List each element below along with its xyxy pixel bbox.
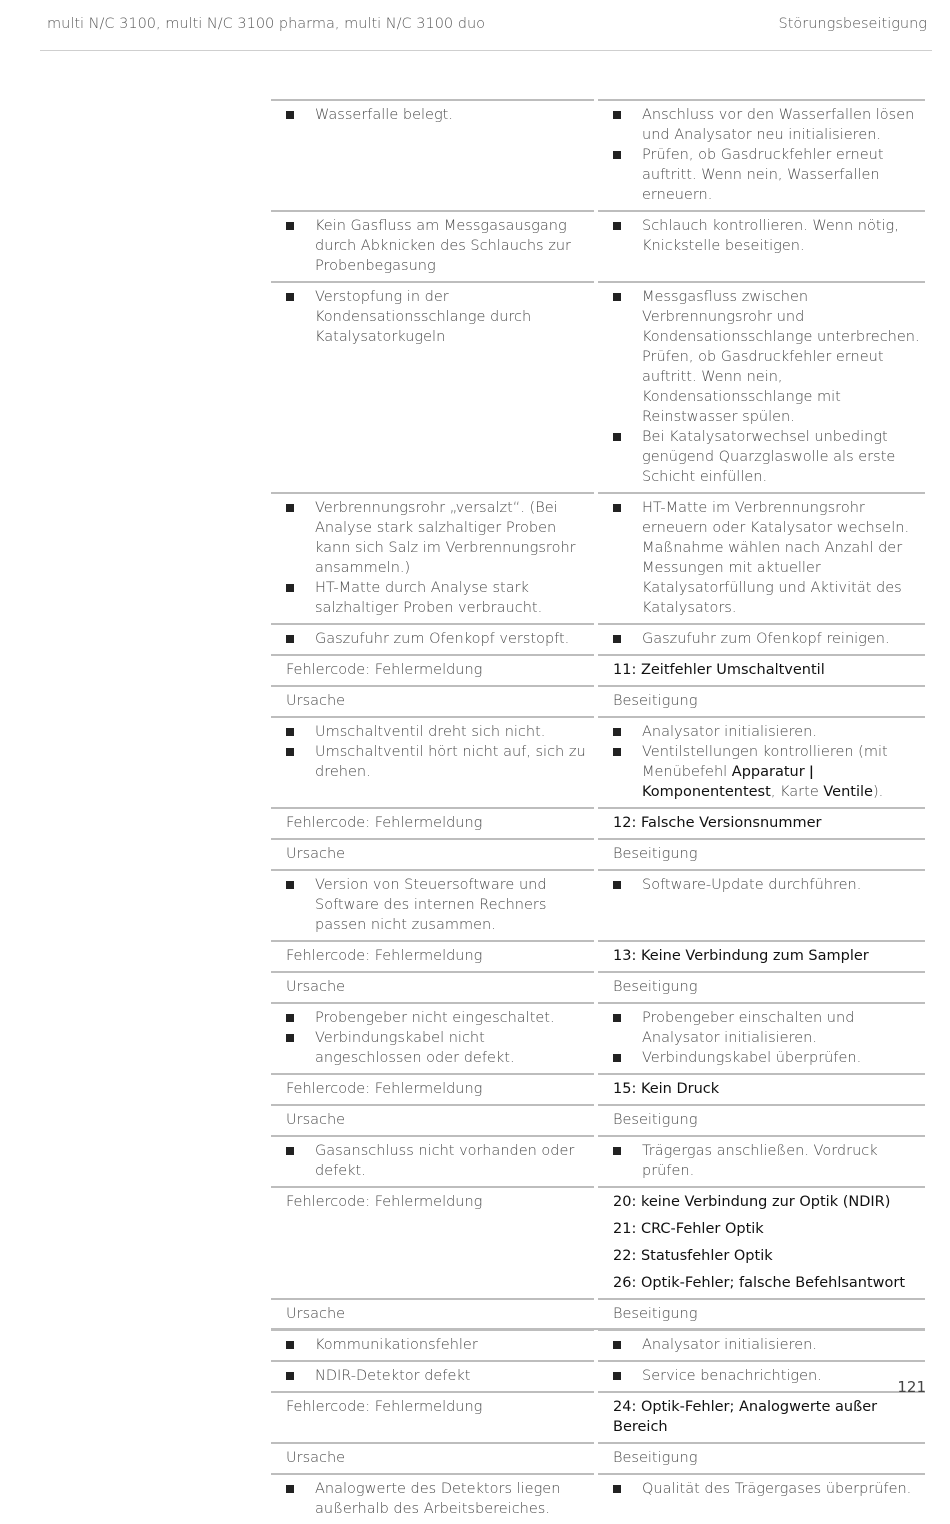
remedy-item: Gaszufuhr zum Ofenkopf reinigen.	[613, 629, 925, 649]
error-code-message: 21: CRC-Fehler Optik	[613, 1221, 764, 1237]
cause-item: Probengeber nicht eingeschaltet.	[286, 1008, 594, 1028]
page-number: 121	[897, 1378, 926, 1396]
cause-cell	[271, 281, 594, 492]
cause-cell	[271, 210, 594, 281]
cause-item: Umschaltventil hört nicht auf, sich zu drehen.	[286, 742, 594, 782]
error-code-cell	[598, 807, 925, 838]
error-code-cell	[598, 1391, 925, 1442]
error-code-message: 20: keine Verbindung zur Optik (NDIR)	[613, 1194, 891, 1210]
error-code-cell	[598, 1073, 925, 1104]
remedy-list	[613, 1366, 925, 1386]
error-code-message: 13: Keine Verbindung zum Sampler	[613, 948, 869, 964]
error-code-message: 26: Optik-Fehler; falsche Befehlsantwort	[613, 1275, 906, 1291]
cause-heading: Ursache	[271, 685, 594, 716]
remedy-text: , Karte	[770, 784, 824, 800]
cause-list	[286, 105, 594, 125]
tab-name: Ventile	[823, 784, 873, 800]
cause-list	[286, 629, 594, 649]
remedy-cell	[598, 869, 925, 940]
remedy-item: Software-Update durchführen.	[613, 875, 925, 895]
remedy-item: Anschluss vor den Wasserfallen lösen und Analysator neu initialisieren.	[613, 105, 925, 145]
cause-list	[286, 1479, 594, 1519]
remedy-heading: Beseitigung	[598, 838, 925, 869]
cause-item: Version von Steuersoftware und Software des internen Rechners passen nicht zusammen.	[286, 875, 594, 935]
remedy-item: Analysator initialisieren.	[613, 722, 925, 742]
cause-cell	[271, 1329, 594, 1360]
remedy-list	[613, 1008, 925, 1068]
remedy-item: Messgasfluss zwischen Verbrennungsrohr und Kondensationsschlange unterbrechen. Prüfen, ob Gasdruckfehler erneut auftritt. Wenn nein, Kondensationsschlange mit Reinstwasser spülen.	[613, 287, 925, 427]
cause-list	[286, 875, 594, 935]
cause-cell	[271, 1360, 594, 1391]
cause-cell	[271, 869, 594, 940]
remedy-item: Analysator initialisieren.	[613, 1335, 925, 1355]
header-section: Störungsbeseitigung	[778, 16, 927, 32]
remedy-item: Trägergas anschließen. Vordruck prüfen.	[613, 1141, 925, 1181]
error-code-label: Fehlercode: Fehlermeldung	[271, 1186, 594, 1298]
cause-heading: Ursache	[271, 971, 594, 1002]
error-code-label: Fehlercode: Fehlermeldung	[271, 1391, 594, 1442]
cause-list	[286, 287, 594, 347]
error-code-message: 22: Statusfehler Optik	[613, 1248, 773, 1264]
remedy-list	[613, 875, 925, 895]
error-code-label: Fehlercode: Fehlermeldung	[271, 940, 594, 971]
cause-list	[286, 722, 594, 782]
cause-cell	[271, 1135, 594, 1186]
error-code-label: Fehlercode: Fehlermeldung	[271, 807, 594, 838]
menu-command: Apparatur ǀ Komponententest	[642, 764, 814, 800]
cause-list	[286, 498, 594, 618]
remedy-item: Probengeber einschalten und Analysator initialisieren.	[613, 1008, 925, 1048]
remedy-cell	[598, 1473, 925, 1524]
remedy-cell	[598, 1135, 925, 1186]
cause-item: Verbindungskabel nicht angeschlossen oder defekt.	[286, 1028, 594, 1068]
remedy-cell	[598, 1002, 925, 1073]
error-code-label: Fehlercode: Fehlermeldung	[271, 1073, 594, 1104]
remedy-list	[613, 1335, 925, 1355]
error-code-message: 11: Zeitfehler Umschaltventil	[613, 662, 825, 678]
remedy-item: Verbindungskabel überprüfen.	[613, 1048, 925, 1068]
cause-list	[286, 1141, 594, 1181]
remedy-heading: Beseitigung	[598, 1442, 925, 1473]
remedy-item: Qualität des Trägergases überprüfen.	[613, 1479, 925, 1499]
remedy-item: Bei Katalysatorwechsel unbedingt genügend Quarzglaswolle als erste Schicht einfüllen.	[613, 427, 925, 487]
remedy-heading: Beseitigung	[598, 971, 925, 1002]
cause-item: Gaszufuhr zum Ofenkopf verstopft.	[286, 629, 594, 649]
remedy-cell	[598, 716, 925, 807]
cause-heading: Ursache	[271, 1104, 594, 1135]
cause-cell	[271, 1473, 594, 1524]
remedy-list	[613, 629, 925, 649]
cause-cell	[271, 1002, 594, 1073]
remedy-cell	[598, 281, 925, 492]
cause-item: Verstopfung in der Kondensationsschlange durch Katalysatorkugeln	[286, 287, 594, 347]
remedy-list	[613, 722, 925, 802]
remedy-cell	[598, 210, 925, 281]
remedy-list	[613, 216, 925, 256]
remedy-item: Service benachrichtigen.	[613, 1366, 925, 1386]
cause-item: NDIR-Detektor defekt	[286, 1366, 594, 1386]
remedy-item: Schlauch kontrollieren. Wenn nötig, Knickstelle beseitigen.	[613, 216, 925, 256]
error-code-message: 24: Optik-Fehler; Analogwerte außer Bereich	[613, 1399, 878, 1435]
troubleshooting-table	[271, 99, 925, 1524]
remedy-cell	[598, 99, 925, 210]
remedy-item	[613, 742, 925, 802]
table-end-rule	[271, 1328, 925, 1330]
remedy-item: HT-Matte im Verbrennungsrohr erneuern oder Katalysator wechseln. Maßnahme wählen nach Anzahl der Messungen mit aktueller Katalysatorfüllung und Aktivität des Katalysators.	[613, 498, 925, 618]
cause-heading: Ursache	[271, 1442, 594, 1473]
cause-item: Verbrennungsrohr „versalzt“. (Bei Analyse stark salzhaltiger Proben kann sich Salz im Verbrennungsrohr ansammeln.)	[286, 498, 594, 578]
page-header	[40, 0, 932, 51]
remedy-heading: Beseitigung	[598, 685, 925, 716]
cause-item: Analogwerte des Detektors liegen außerhalb des Arbeitsbereiches.	[286, 1479, 594, 1519]
cause-cell	[271, 716, 594, 807]
error-code-message: 12: Falsche Versionsnummer	[613, 815, 822, 831]
remedy-text: ).	[872, 784, 884, 800]
remedy-list	[613, 1141, 925, 1181]
cause-list	[286, 216, 594, 276]
cause-item: HT-Matte durch Analyse stark salzhaltiger Proben verbraucht.	[286, 578, 594, 618]
cause-item: Gasanschluss nicht vorhanden oder defekt.	[286, 1141, 594, 1181]
cause-item: Kein Gasfluss am Messgasausgang durch Abknicken des Schlauchs zur Probenbegasung	[286, 216, 594, 276]
remedy-list	[613, 105, 925, 205]
remedy-item: Prüfen, ob Gasdruckfehler erneut auftritt. Wenn nein, Wasserfallen erneuern.	[613, 145, 925, 205]
error-code-cell	[598, 654, 925, 685]
remedy-cell	[598, 623, 925, 654]
error-code-label: Fehlercode: Fehlermeldung	[271, 654, 594, 685]
cause-cell	[271, 99, 594, 210]
remedy-heading: Beseitigung	[598, 1104, 925, 1135]
error-code-cell	[598, 940, 925, 971]
remedy-list	[613, 1479, 925, 1499]
remedy-list	[613, 498, 925, 618]
cause-item: Umschaltventil dreht sich nicht.	[286, 722, 594, 742]
cause-heading: Ursache	[271, 1298, 594, 1329]
cause-cell	[271, 492, 594, 623]
cause-list	[286, 1335, 594, 1355]
header-title: multi N/C 3100, multi N/C 3100 pharma, multi N/C 3100 duo	[47, 16, 486, 32]
remedy-heading: Beseitigung	[598, 1298, 925, 1329]
cause-item: Wasserfalle belegt.	[286, 105, 594, 125]
remedy-cell	[598, 1360, 925, 1391]
cause-item: Kommunikationsfehler	[286, 1335, 594, 1355]
remedy-cell	[598, 492, 925, 623]
cause-cell	[271, 623, 594, 654]
remedy-cell	[598, 1329, 925, 1360]
remedy-text: Ventilstellungen kontrollieren (mit Menübefehl	[642, 744, 888, 780]
error-code-message: 15: Kein Druck	[613, 1081, 720, 1097]
cause-list	[286, 1008, 594, 1068]
error-code-cell	[598, 1186, 925, 1298]
cause-heading: Ursache	[271, 838, 594, 869]
cause-list	[286, 1366, 594, 1386]
remedy-list	[613, 287, 925, 487]
